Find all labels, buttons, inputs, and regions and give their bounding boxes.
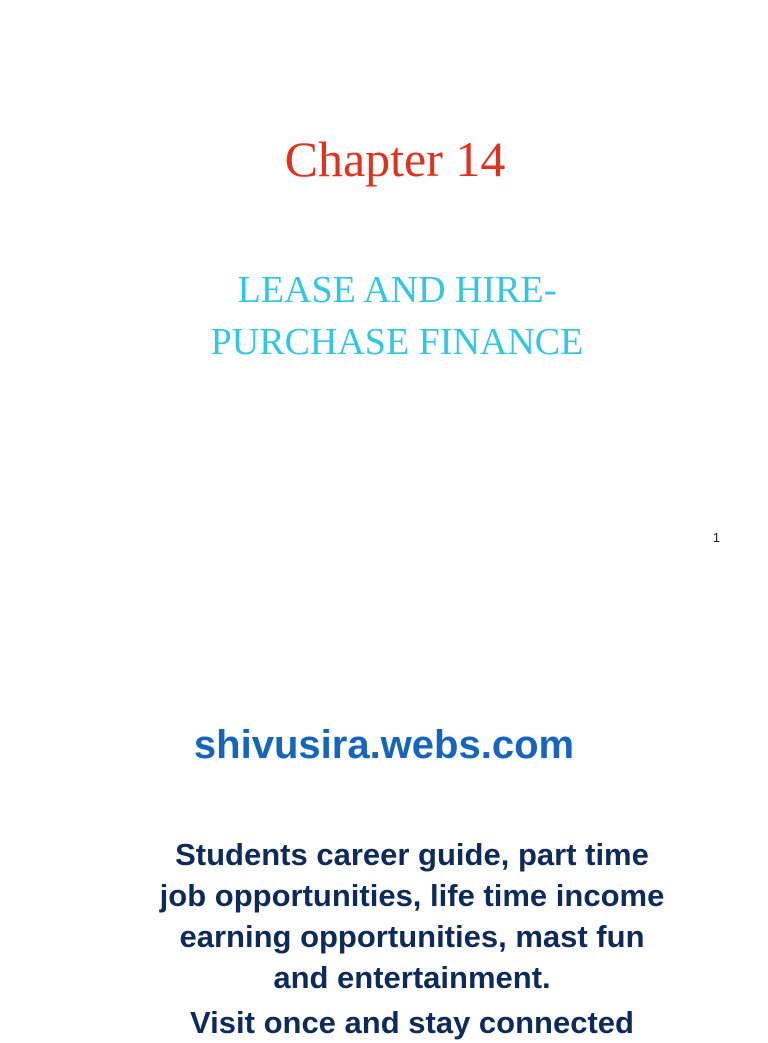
chapter-subtitle — [0, 264, 768, 368]
promo-line-4: and entertainment. — [273, 960, 551, 995]
subtitle-line-2: PURCHASE FINANCE — [210, 321, 584, 363]
subtitle-line-1: LEASE AND HIRE- — [237, 269, 557, 311]
promo-line-2: job opportunities, life time income — [159, 878, 665, 913]
chapter-title: Chapter 14 — [284, 131, 506, 187]
promo-line-5: Visit once and stay connected — [190, 1005, 634, 1040]
website-link[interactable]: shivusira.webs.com — [193, 723, 575, 767]
promo-text — [100, 834, 724, 1043]
promo-line-1: Students career guide, part time — [175, 837, 649, 872]
promo-line-3: earning opportunities, mast fun — [179, 919, 645, 954]
page-number: 1 — [712, 530, 720, 545]
